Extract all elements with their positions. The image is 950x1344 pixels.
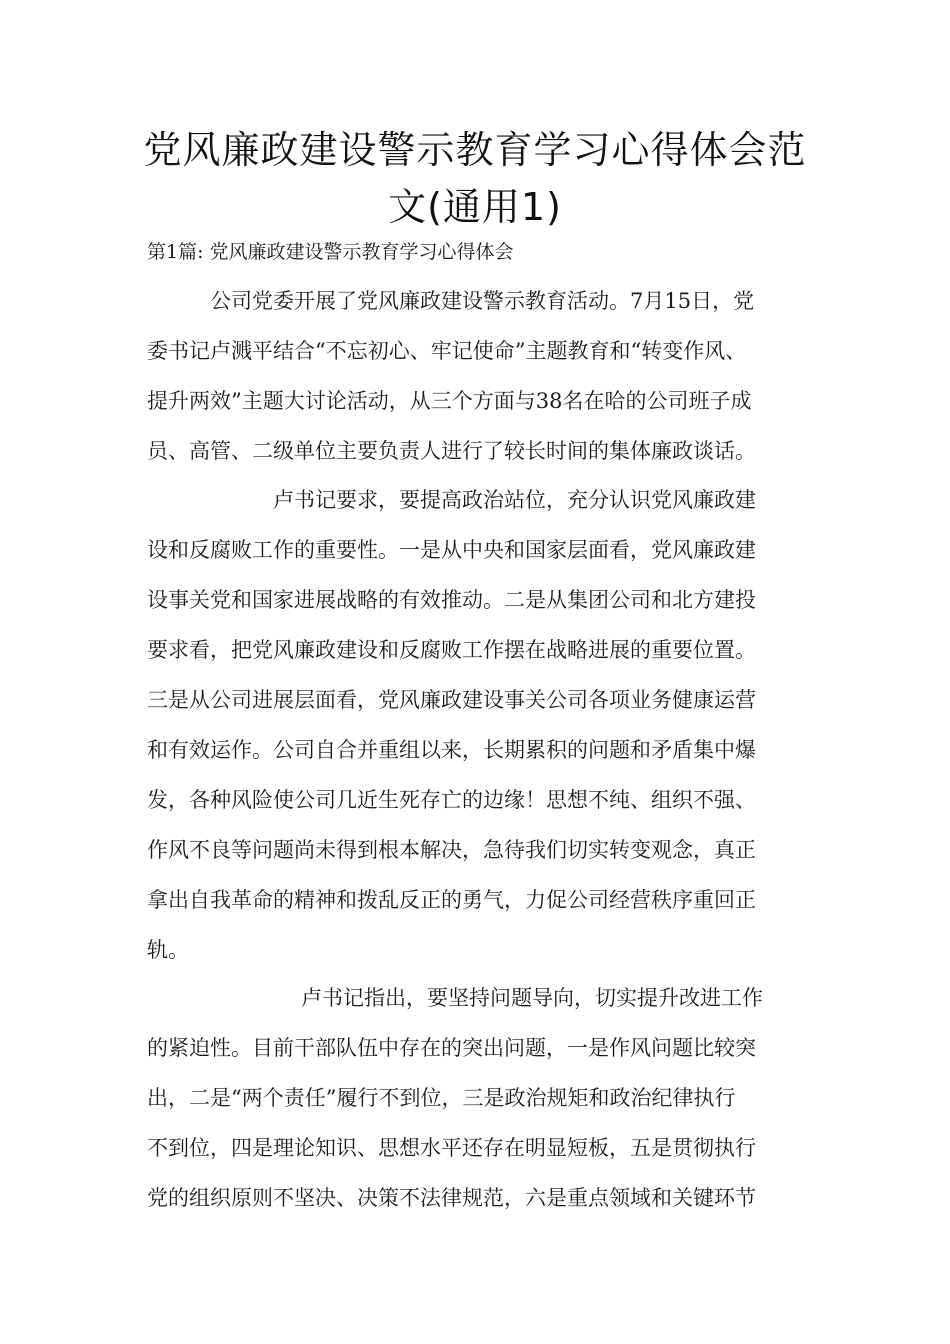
paragraph-line: 作风不良等问题尚未得到根本解决，急待我们切实转变观念，真正 — [147, 838, 756, 862]
paragraph-line: 提升两效”主题大讨论活动，从三个方面与38名在哈的公司班子成 — [147, 389, 752, 413]
title-line-2: 文(通用1) — [388, 185, 562, 229]
paragraph-line: 设和反腐败工作的重要性。一是从中央和国家层面看，党风廉政建 — [147, 538, 756, 562]
paragraph-line: 的紧迫性。目前干部队伍中存在的突出问题，一是作风问题比较突 — [147, 1036, 756, 1060]
paragraph-line: 卢书记要求，要提高政治站位，充分认识党风廉政建 — [273, 488, 756, 512]
paragraph-line: 不到位，四是理论知识、思想水平还存在明显短板，五是贯彻执行 — [147, 1136, 756, 1160]
paragraph-1 — [147, 276, 827, 476]
paragraph-line: 发，各种风险使公司几近生死存亡的边缘！思想不纯、组织不强、 — [147, 788, 756, 812]
section-subheading: 第1篇: 党风廉政建设警示教育学习心得体会 — [147, 241, 514, 263]
paragraph-line: 委书记卢溅平结合“不忘初心、牢记使命”主题教育和“转变作风、 — [147, 339, 747, 363]
paragraph-line: 卢书记指出，要坚持问题导向，切实提升改进工作 — [301, 986, 763, 1010]
paragraph-line: 和有效运作。公司自合并重组以来，长期累积的问题和矛盾集中爆 — [147, 738, 756, 762]
paragraph-line: 公司党委开展了党风廉政建设警示教育活动。7月15日，党 — [210, 289, 755, 313]
paragraph-line: 拿出自我革命的精神和拨乱反正的勇气，力促公司经营秩序重回正 — [147, 888, 756, 912]
paragraph-2 — [147, 475, 827, 975]
paragraph-line: 轨。 — [147, 938, 189, 962]
paragraph-line: 党的组织原则不坚决、决策不法律规范，六是重点领域和关键环节 — [147, 1186, 756, 1210]
paragraph-line: 出，二是“两个责任”履行不到位，三是政治规矩和政治纪律执行 — [147, 1086, 736, 1110]
document-title — [120, 122, 830, 236]
paragraph-line: 要求看，把党风廉政建设和反腐败工作摆在战略进展的重要位置。 — [147, 638, 756, 662]
paragraph-line: 员、高管、二级单位主要负责人进行了较长时间的集体廉政谈话。 — [147, 439, 756, 463]
paragraph-line: 三是从公司进展层面看，党风廉政建设事关公司各项业务健康运营 — [147, 688, 756, 712]
paragraph-3 — [147, 973, 827, 1223]
paragraph-line: 设事关党和国家进展战略的有效推动。二是从集团公司和北方建投 — [147, 588, 756, 612]
title-line-1: 党风廉政建设警示教育学习心得体会范 — [143, 128, 807, 172]
